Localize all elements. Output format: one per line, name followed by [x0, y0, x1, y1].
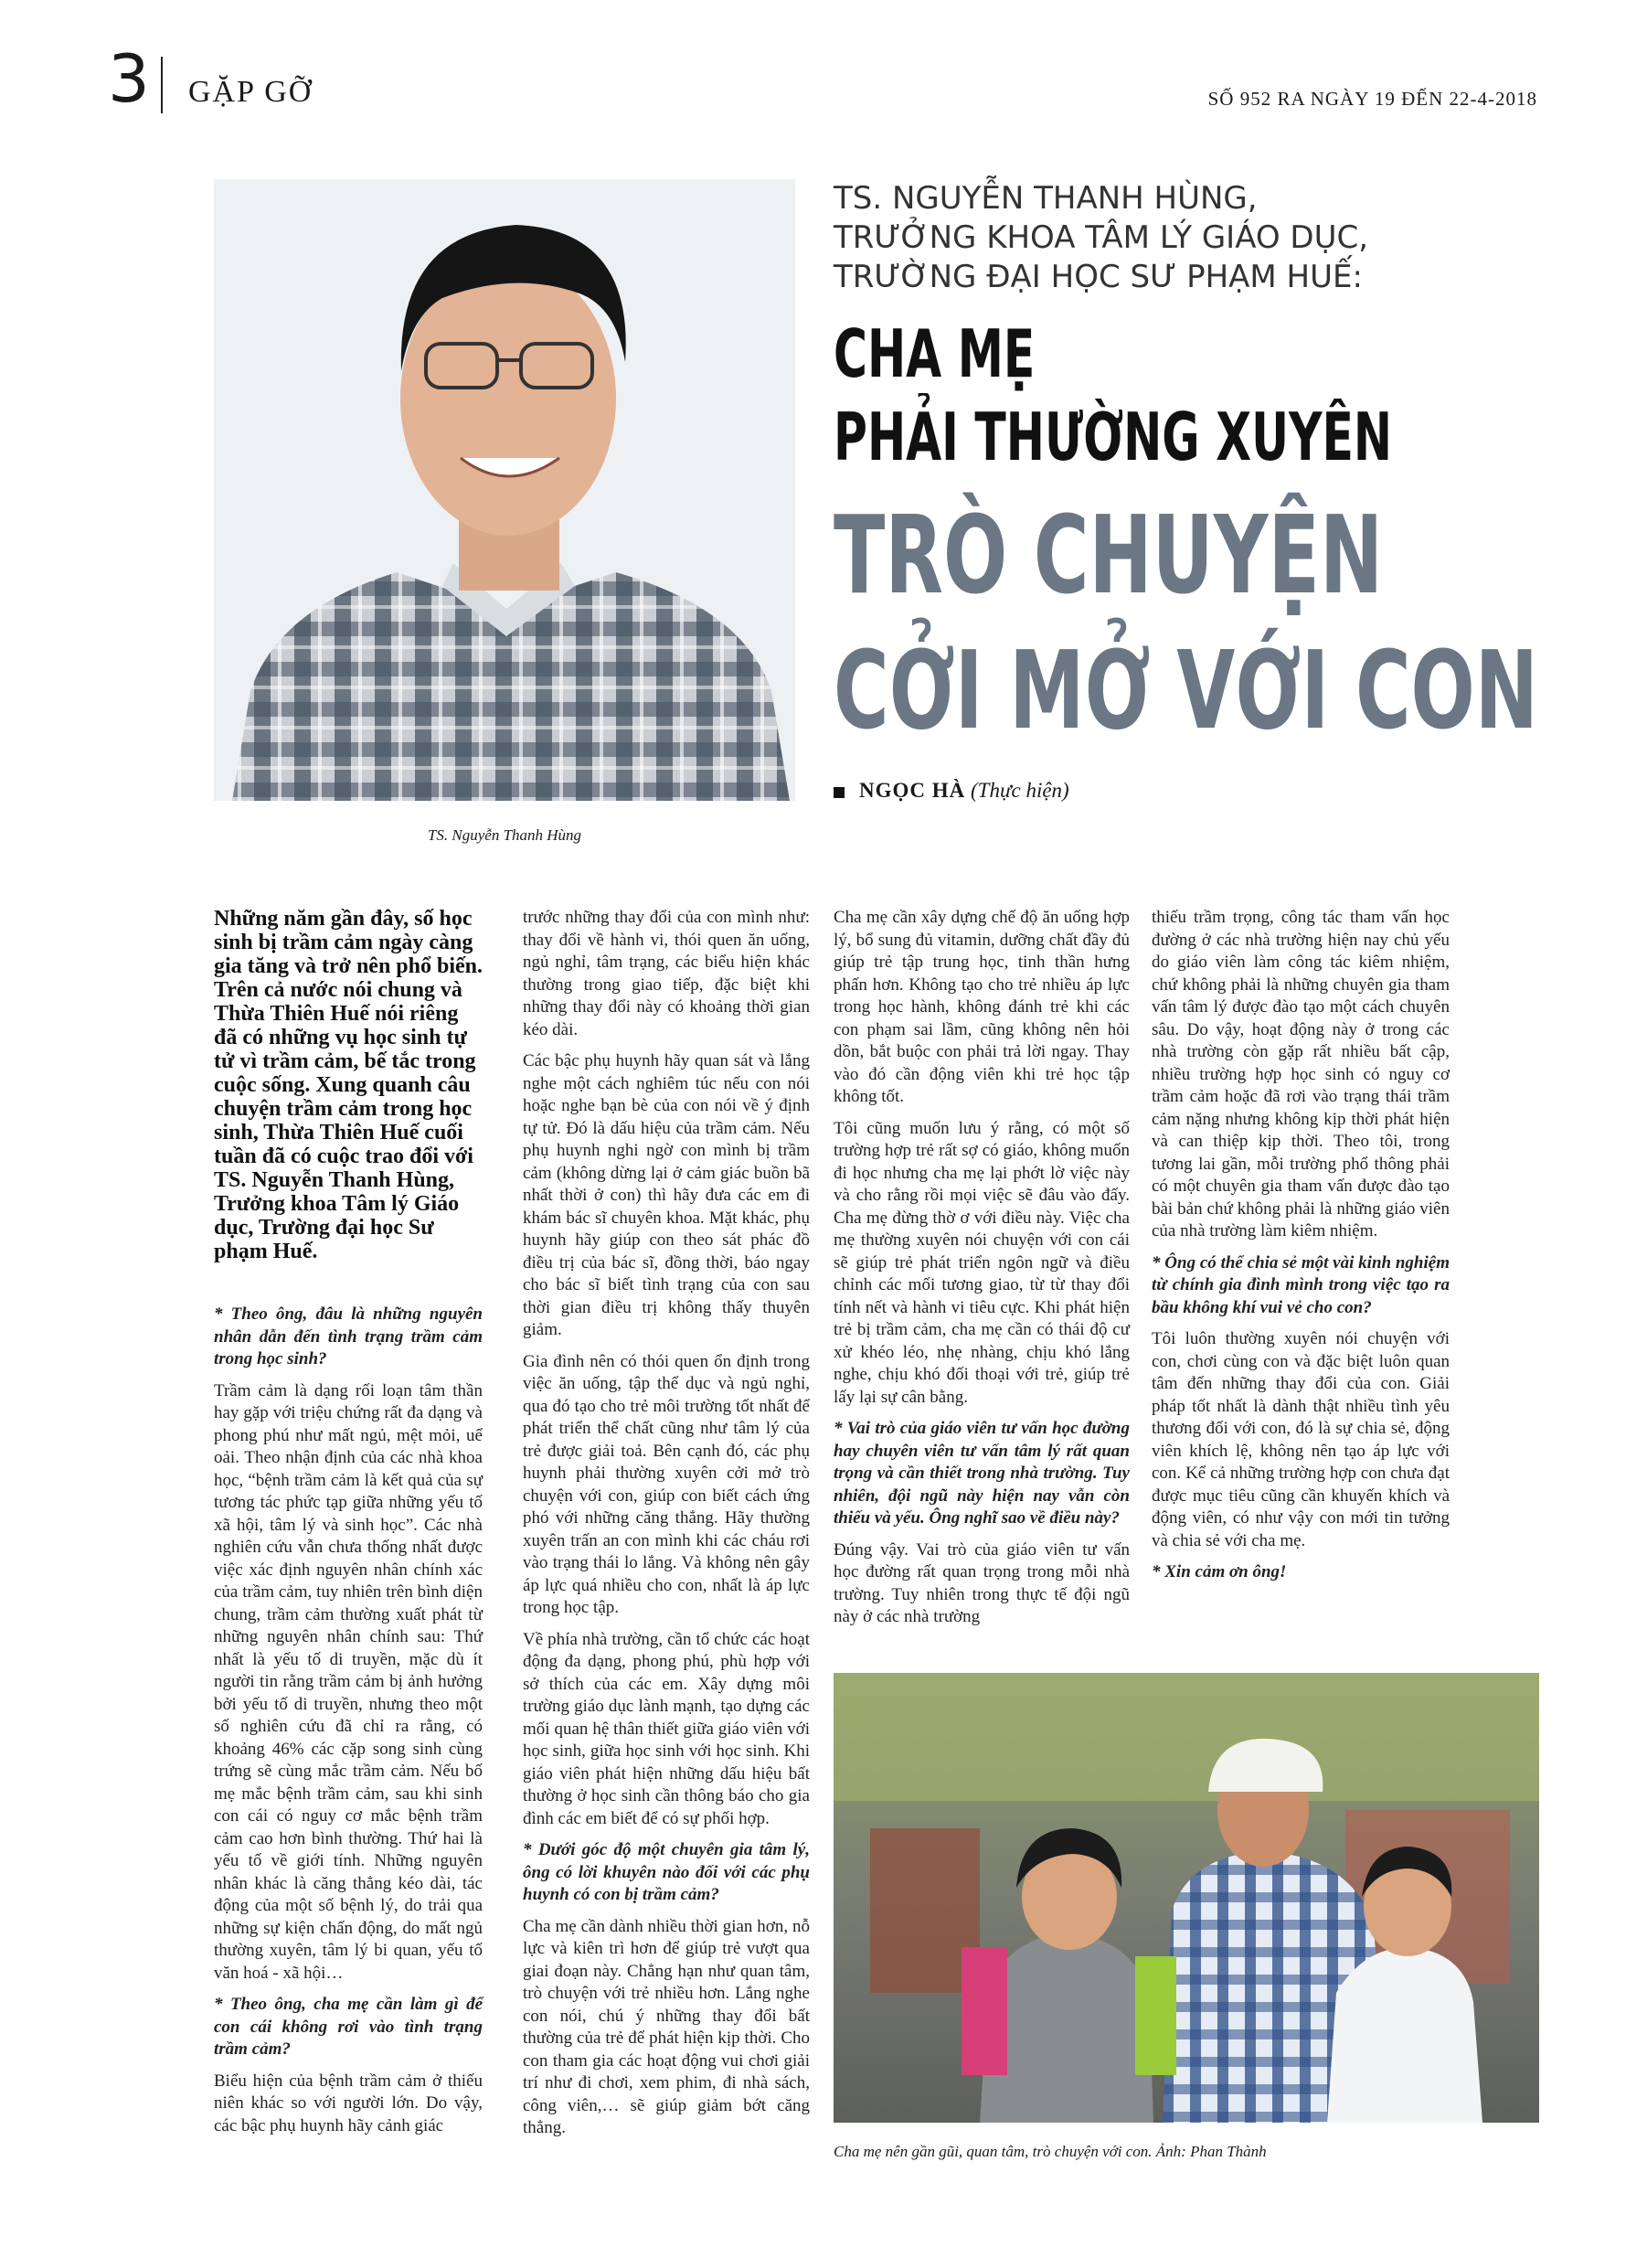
interview-question: * Xin cảm ơn ông!	[1152, 1562, 1287, 1581]
article-paragraph: Cha mẹ cần xây dựng chế độ ăn uống hợp lý, bổ sung đủ vitamin, dưỡng chất đầy đủ giúp trẻ tập trung học, tinh thần hưng phấn hơn. Không tạo cho trẻ nhiều áp lực trong học hành, không đánh trẻ khi các con phạm sai lầm, cũng không nên hỏi dồn, bắt buộc con phải trả lời ngay. Thay vào đó cần động viên khi trẻ học tập không tốt.	[834, 908, 1130, 1106]
article-column-2	[523, 907, 810, 2149]
article-column-4	[1152, 907, 1450, 1593]
article-paragraph: trước những thay đổi của con mình như: thay đổi về hành vi, thói quen ăn uống, ngủ nghỉ, tâm trạng, các biểu hiện khác thường trong giao tiếp, đặc biệt khi những thay đổi này có khoảng thời gian kéo dài.	[523, 908, 810, 1039]
article-paragraph: thiếu trầm trọng, công tác tham vấn học đường ở các nhà trường hiện nay chủ yếu do giáo viên làm công tác kiêm nhiệm, chứ không phải là những chuyên gia tham vấn tâm lý được đào tạo một cách chuyên sâu. Do vậy, hoạt động này ở trong các nhà trường còn gặp rất nhiều bất cập, nhiều trường hợp học sinh có nguy cơ trầm cảm hoặc đã rơi vào trạng thái trầm cảm nặng nhưng không kịp thời phát hiện và can thiệp kịp thời. Theo tôi, trong tương lai gần, mỗi trường phổ thông phải có một chuyên gia tham vấn được đào tạo bài bản chứ không phải là những giáo viên của nhà trường làm kiêm nhiệm.	[1152, 908, 1450, 1240]
byline-role: (Thực hiện)	[971, 779, 1069, 802]
interview-question: * Theo ông, cha mẹ cần làm gì để con cái không rơi vào tình trạng trầm cảm?	[214, 1995, 483, 2059]
article-column-1	[214, 907, 483, 2146]
headline-line-2: PHẢI THƯỜNG XUYÊN	[834, 399, 1393, 475]
article-paragraph: Về phía nhà trường, cần tổ chức các hoạt động đa dạng, phong phú, phù hợp với sở thích của các em. Xây dựng môi trường giáo dục lành mạnh, tạo dựng các mối quan hệ thân thiết giữa giáo viên với học sinh, giữa học sinh với học sinh. Khi giáo viên phát hiện những dấu hiệu bất thường ở học sinh cần thông báo cho gia đình các em biết để có sự phối hợp.	[523, 1629, 810, 1828]
interview-question: * Theo ông, đâu là những nguyên nhân dẫn đến tình trạng trầm cảm trong học sinh?	[214, 1304, 483, 1368]
portrait-photo	[214, 179, 795, 801]
article-paragraph: Trầm cảm là dạng rối loạn tâm thần hay gặp với triệu chứng rất đa dạng và phong phú như mất ngủ, mệt mỏi, uể oải. Theo nhận định của các nhà khoa học, “bệnh trầm cảm là kết quả của sự tương tác phức tạp giữa những yếu tố xã hội, tâm lý và sinh học”. Các nhà nghiên cứu vẫn chưa thống nhất được việc xác định nguyên nhân chính xác của trầm cảm, tuy nhiên trên bình diện chung, trầm cảm thường xuất phát từ những nguyên nhân chính sau: Thứ nhất là yếu tố di truyền, mặc dù ít người tin rằng trầm cảm bị ảnh hưởng bởi yếu tố di truyền, nhưng theo một số nghiên cứu đã chỉ ra rằng, có khoảng 46% các cặp song sinh cùng trứng sẽ cùng mắc trầm cảm. Nếu bố mẹ mắc bệnh trầm cảm, sau khi sinh con cái có nguy cơ mắc bệnh trầm cảm cao hơn bình thường. Thứ hai là yếu tố về giới tính. Những nguyên nhân khác là căng thẳng kéo dài, tác động của một số bệnh lý, do trải qua những sự kiện chấn động, do mất ngủ thường xuyên, tâm lý bi quan, yếu tố văn hoá - xã hội…	[214, 1380, 483, 1983]
page-number: 3	[108, 40, 150, 117]
byline	[834, 779, 1069, 803]
portrait-caption: TS. Nguyễn Thanh Hùng	[427, 826, 582, 844]
headline-line-1: CHA MẸ	[834, 315, 1036, 392]
article-paragraph: Biểu hiện của bệnh trầm cảm ở thiếu niên khác so với người lớn. Do vậy, các bậc phụ huynh hãy cảnh giác	[214, 2071, 483, 2135]
interview-question: * Vai trò của giáo viên tư vấn học đường hay chuyên viên tư vấn tâm lý rất quan trọng và cần thiết trong nhà trường. Tuy nhiên, đội ngũ này hiện nay vẫn còn thiếu và yếu. Ông nghĩ sao về điều này?	[834, 1419, 1130, 1528]
family-photo	[834, 1673, 1539, 2123]
section-title: GẶP GỠ	[188, 75, 313, 109]
byline-author: NGỌC HÀ	[859, 779, 966, 802]
article-lead: Những năm gần đây, số học sinh bị trầm cảm ngày càng gia tăng và trở nên phổ biến. Trên cả nước nói chung và Thừa Thiên Huế nói riêng đã có những vụ học sinh tự tử vì trầm cảm, bế tắc trong cuộc sống. Xung quanh câu chuyện trầm cảm trong học sinh, Thừa Thiên Huế cuối tuần đã có cuộc trao đổi với TS. Nguyễn Thanh Hùng, Trưởng khoa Tâm lý Giáo dục, Trường đại học Sư phạm Huế.	[214, 907, 483, 1263]
headline-line-4: CỞI MỞ VỚI CON	[834, 627, 1538, 753]
article-paragraph: Đúng vậy. Vai trò của giáo viên tư vấn học đường rất quan trọng trong mỗi nhà trường. Tuy nhiên trong thực tế đội ngũ này ở các nhà trường	[834, 1539, 1130, 1626]
kicker-line: TS. NGUYỄN THANH HÙNG,	[834, 180, 1258, 217]
article-paragraph: Tôi luôn thường xuyên nói chuyện với con, chơi cùng con và đặc biệt luôn quan tâm đến những thay đổi của con. Giải pháp tốt nhất là dành thật nhiều tình yêu thương đối với con, đó là sự chia sẻ, động viên khích lệ, không nên tạo áp lực với con. Kể cả những trường hợp con chưa đạt được mục tiêu cũng cần khuyến khích và động viên, có như vậy con mới tin tưởng và chia sẻ với cha mẹ.	[1152, 1329, 1450, 1550]
headline-line-3: TRÒ CHUYỆN	[834, 492, 1384, 618]
square-bullet-icon	[834, 787, 845, 798]
interview-question: * Ông có thể chia sẻ một vài kinh nghiệm từ chính gia đình mình trong việc tạo ra bầu không khí vui vẻ cho con?	[1152, 1252, 1450, 1317]
family-photo-caption: Cha mẹ nên gần gũi, quan tâm, trò chuyện với con. Ảnh: Phan Thành	[834, 2143, 1267, 2160]
article-paragraph: Tôi cũng muốn lưu ý rằng, có một số trường hợp trẻ rất sợ có giáo, không muốn đi học nhưng cha mẹ lại phớt lờ việc này và cho rằng rồi mọi việc sẽ đâu vào đấy. Cha mẹ đừng thờ ơ với điều này. Việc cha mẹ thường xuyên nói chuyện với con cái sẽ giúp trẻ phát triển ngôn ngữ và điều chỉnh các mối tương giao, từ từ thay đổi tính nết và hành vi tiêu cực. Khi phát hiện trẻ bị trầm cảm, cha mẹ cần có thái độ cư xử khéo léo, nhẹ nhàng, chịu khó lắng nghe, chịu khó đối thoại với trẻ, giúp trẻ lấy lại sự cân bằng.	[834, 1118, 1130, 1407]
column-1-body	[214, 1304, 483, 2137]
article-paragraph: Cha mẹ cần dành nhiều thời gian hơn, nỗ lực và kiên trì hơn để giúp trẻ vượt qua giai đoạn này. Chẳng hạn như quan tâm, trò chuyện với trẻ nhiều hơn. Lắng nghe con nói, chú ý những thay đổi bất thường của trẻ để phát hiện kịp thời. Cho con tham gia các hoạt động vui chơi giải trí như đi chơi, xem phim, đi nhà sách, công viên,… sẽ giúp giảm bớt căng thẳng.	[523, 1916, 810, 2137]
kicker-line: TRƯỞNG KHOA TÂM LÝ GIÁO DỤC,	[834, 219, 1369, 256]
issue-info: SỐ 952 RA NGÀY 19 ĐẾN 22-4-2018	[1207, 88, 1537, 110]
header-divider	[161, 57, 163, 113]
article-column-3	[834, 907, 1130, 1638]
kicker-line: TRƯỜNG ĐẠI HỌC SƯ PHẠM HUẾ:	[834, 259, 1363, 295]
interview-question: * Dưới góc độ một chuyên gia tâm lý, ông có lời khuyên nào đối với các phụ huynh có con bị trầm cảm?	[523, 1840, 810, 1904]
article-paragraph: Các bậc phụ huynh hãy quan sát và lắng nghe một cách nghiêm túc nếu con nói hoặc nghe bạn bè của con nói về ý định tự tử. Đó là dấu hiệu của trầm cảm. Nếu phụ huynh nghi ngờ con mình bị trầm cảm (không dừng lại ở cảm giác buồn bã nhất thời ở con) thì hãy đưa các em đi khám bác sĩ chuyên khoa. Mặt khác, phụ huynh hãy giúp con theo sát phác đồ điều trị của bác sĩ, đồng thời, báo ngay cho bác sĩ biết tình trạng của con sau thời gian điều trị không thấy thuyên giảm.	[523, 1051, 810, 1339]
article-paragraph: Gia đình nên có thói quen ổn định trong việc ăn uống, tập thể dục và ngủ nghỉ, qua đó tạo cho trẻ môi trường tốt nhất để phát triển thể chất cũng như tâm lý của trẻ được giải toả. Bên cạnh đó, các phụ huynh phải thường xuyên cởi mở trò chuyện với con, giúp con biết cách ứng phó với những căng thẳng. Hãy thường xuyên trấn an con mình khi các cháu rơi vào trạng thái lo lắng. Và không nên gây áp lực quá nhiều cho con, nhất là áp lực trong học tập.	[523, 1351, 810, 1617]
kicker	[834, 179, 1528, 297]
